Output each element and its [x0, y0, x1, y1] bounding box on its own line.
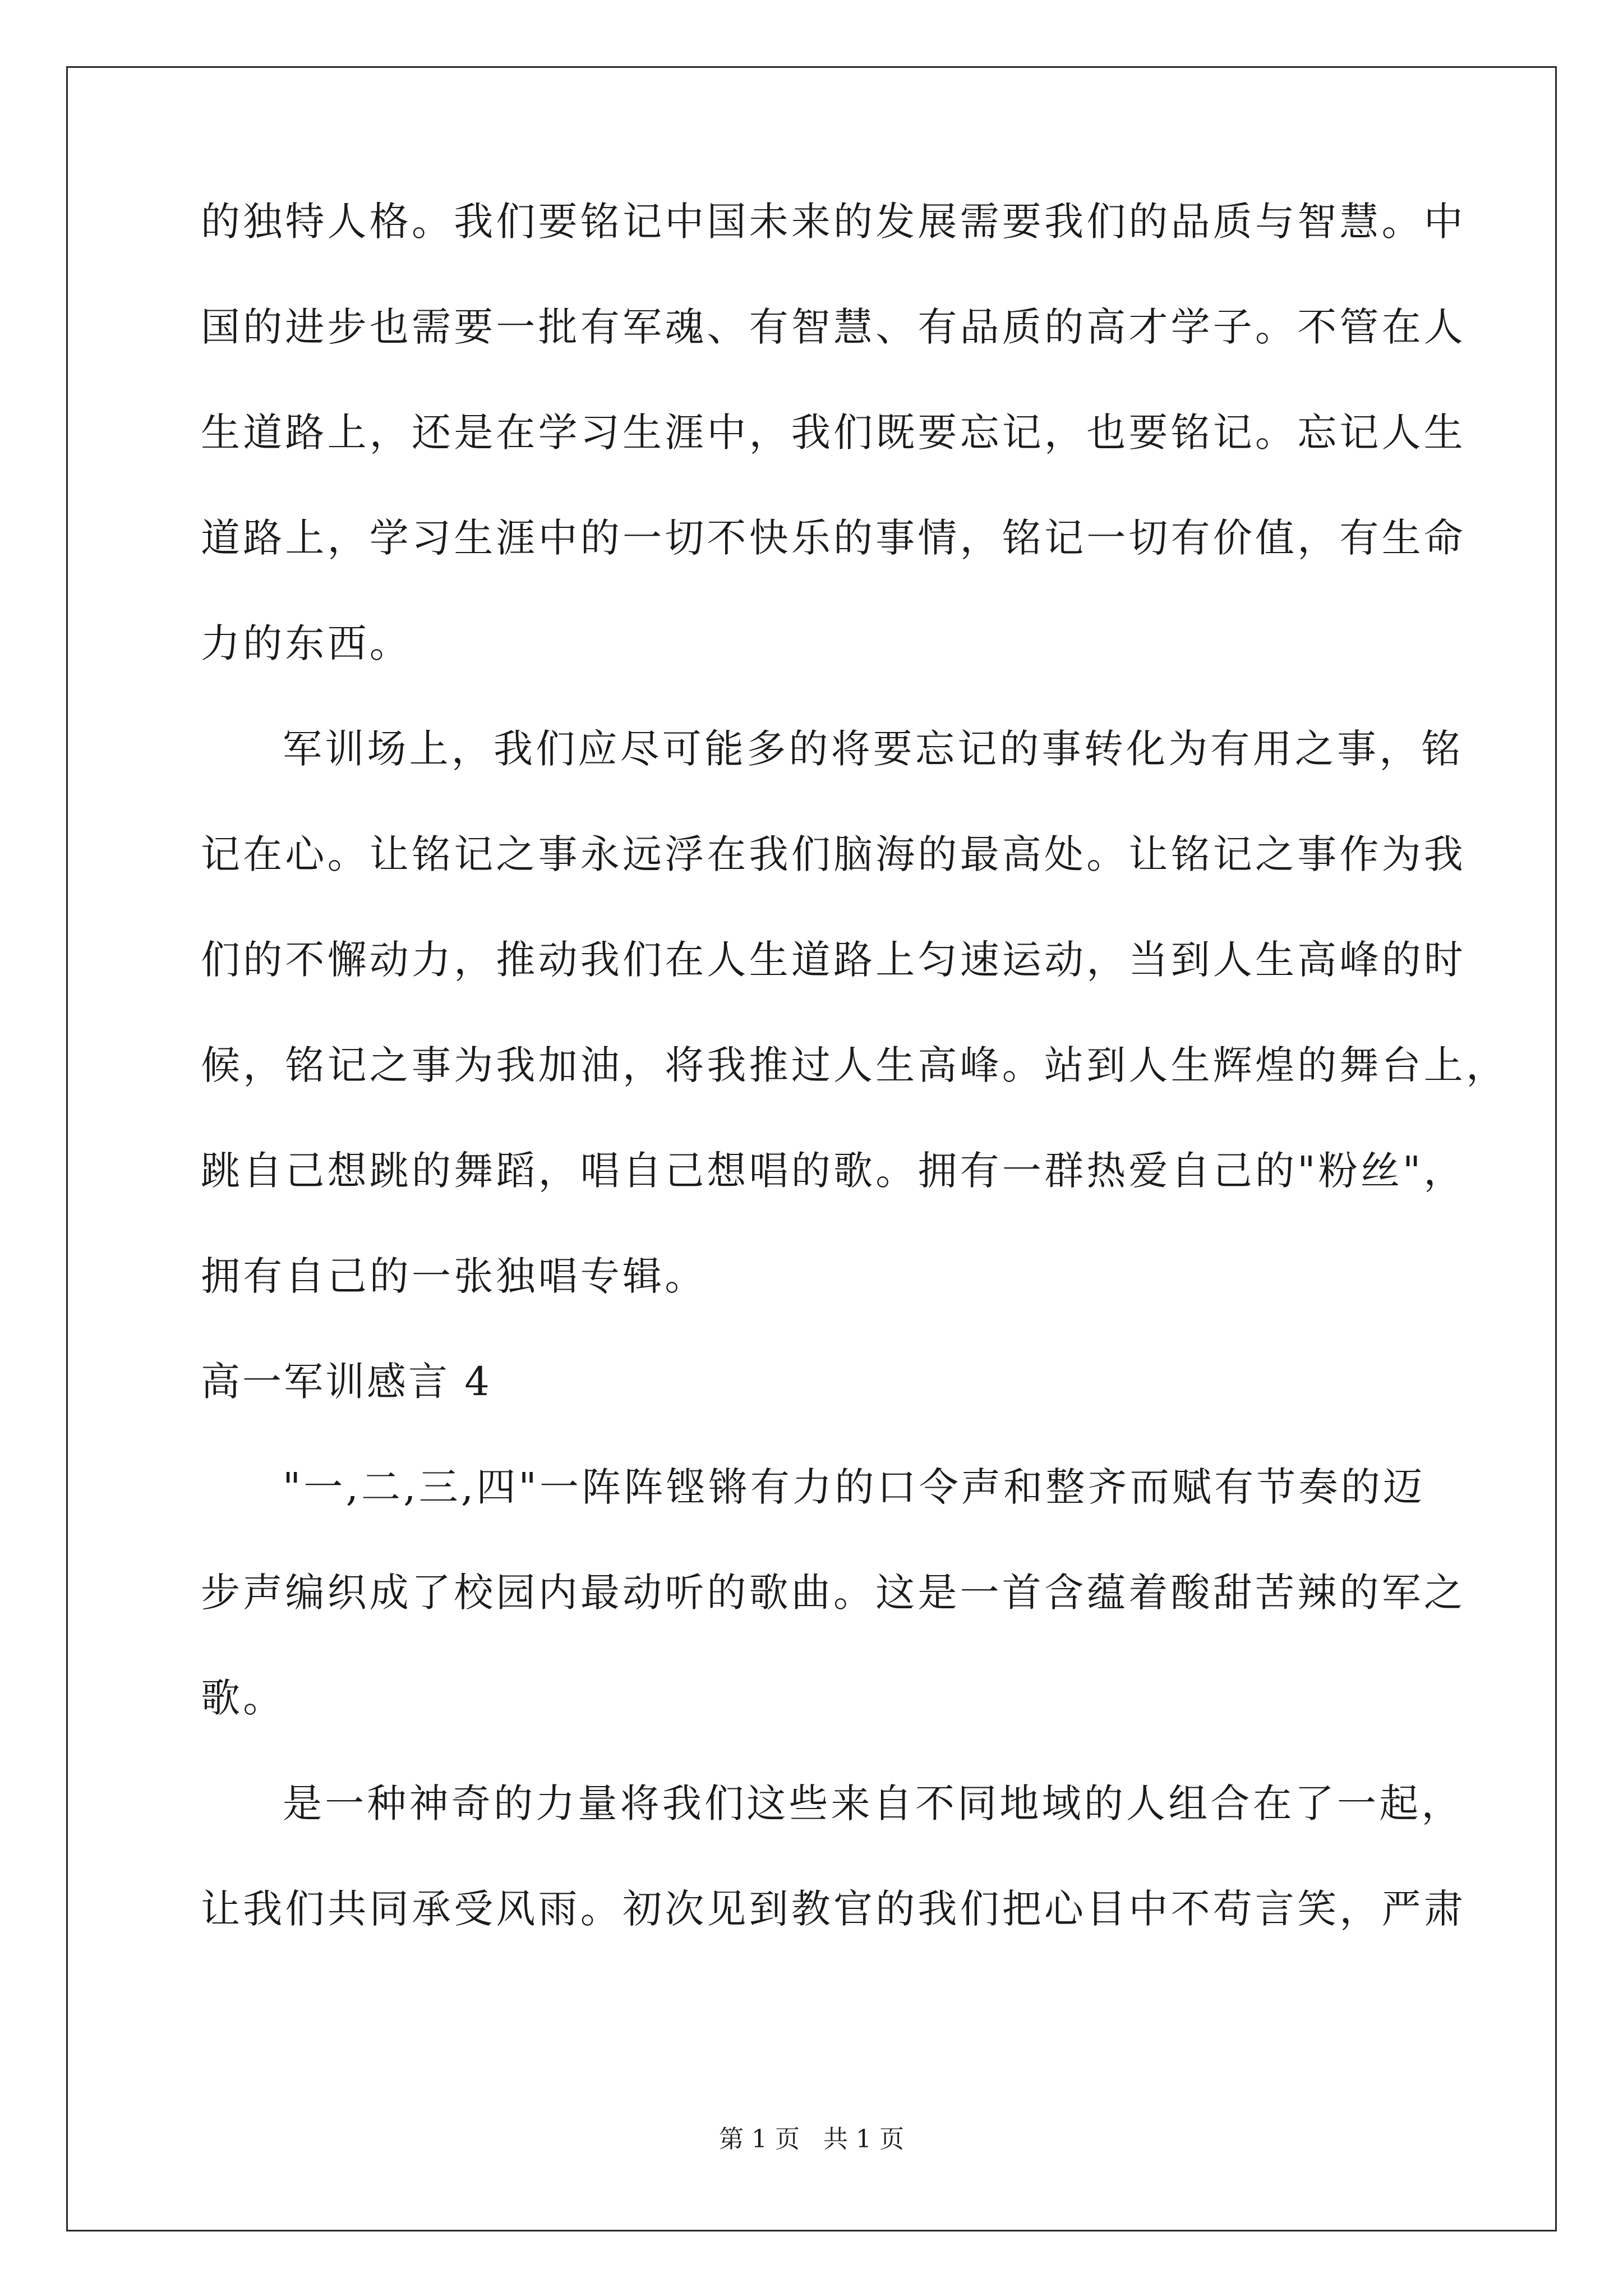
- text-line: 的独特人格。我们要铭记中国未来的发展需要我们的品质与智慧。中: [201, 199, 1466, 245]
- paragraph-first-line: 军训场上，我们应尽可能多的将要忘记的事转化为有用之事，铭: [283, 726, 1464, 772]
- text-line: 歌。: [201, 1675, 285, 1721]
- document-body: [201, 199, 1509, 1995]
- text-line: 拥有自己的一张独唱专辑。: [201, 1253, 707, 1299]
- text-line: 国的进步也需要一批有军魂、有智慧、有品质的高才学子。不管在人: [201, 304, 1466, 350]
- text-line: 步声编织成了校园内最动听的歌曲。这是一首含蕴着酸甜苦辣的军之: [201, 1570, 1466, 1616]
- text-line: 道路上，学习生涯中的一切不快乐的事情，铭记一切有价值，有生命: [201, 515, 1466, 561]
- paragraph-first-line: "一,二,三,四"一阵阵铿锵有力的口令声和整齐而赋有节奏的迈: [283, 1464, 1426, 1510]
- paragraph-first-line: 是一种神奇的力量将我们这些来自不同地域的人组合在了一起，: [283, 1780, 1464, 1826]
- text-line: 候，铭记之事为我加油，将我推过人生高峰。站到人生辉煌的舞台上，: [201, 1042, 1509, 1088]
- section-heading: 高一军训感言 4: [201, 1359, 492, 1405]
- page-number-footer: 第 1 页 共 1 页: [719, 2125, 904, 2154]
- text-line: 让我们共同承受风雨。初次见到教官的我们把心目中不苟言笑，严肃: [201, 1886, 1466, 1932]
- text-line: 生道路上，还是在学习生涯中，我们既要忘记，也要铭记。忘记人生: [201, 409, 1466, 455]
- text-line: 们的不懈动力，推动我们在人生道路上匀速运动，当到人生高峰的时: [201, 937, 1466, 983]
- text-line: 记在心。让铭记之事永远浮在我们脑海的最高处。让铭记之事作为我: [201, 831, 1466, 877]
- text-line: 力的东西。: [201, 620, 412, 666]
- text-line: 跳自己想跳的舞蹈，唱自己想唱的歌。拥有一群热爱自己的"粉丝"，: [201, 1148, 1466, 1194]
